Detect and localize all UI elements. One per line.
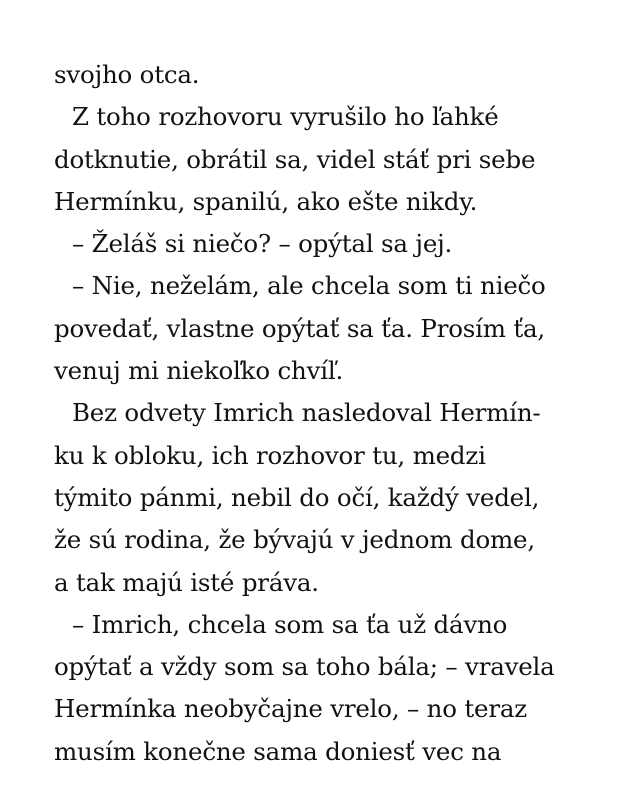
text-line: Z toho rozhovoru vyrušilo ho ľahké <box>72 102 499 132</box>
text-line: dotknutie, obrátil sa, videl stáť pri sebe <box>54 144 536 174</box>
text-line: že sú rodina, že bývajú v jednom dome, <box>54 525 535 555</box>
text-line: venuj mi niekoľko chvíľ. <box>54 356 344 386</box>
text-line: – Želáš si niečo? – opýtal sa jej. <box>72 229 453 259</box>
text-line: Hermínku, spanilú, ako ešte nikdy. <box>54 186 478 216</box>
text-line: svojho otca. <box>54 60 200 89</box>
page-text <box>54 54 614 773</box>
text-line: povedať, vlastne opýtať sa ťa. Prosím ťa, <box>54 313 546 343</box>
text-line: – Nie, neželám, ale chcela som ti niečo <box>72 271 546 301</box>
text-line: musím konečne sama doniesť vec na <box>54 736 502 766</box>
text-line: opýtať a vždy som sa toho bála; – vravela <box>54 652 555 682</box>
text-line: a tak majú isté práva. <box>54 567 319 597</box>
text-line: – Imrich, chcela som sa ťa už dávno <box>72 609 508 639</box>
text-line: ku k obloku, ich rozhovor tu, medzi <box>54 440 486 470</box>
text-line: Bez odvety Imrich nasledoval Hermín- <box>72 398 541 428</box>
text-line: týmito pánmi, nebil do očí, každý vedel, <box>54 482 540 512</box>
text-line: Hermínka neobyčajne vrelo, – no teraz <box>54 694 527 724</box>
